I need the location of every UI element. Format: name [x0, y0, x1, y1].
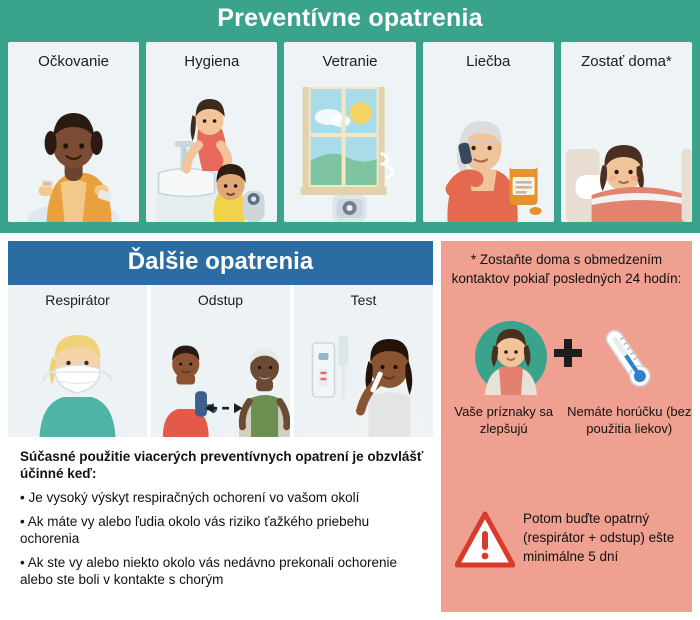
stay-home-footer-text: Potom buďte opatrný (respirátor + odstup) ešte minimálne 5 dní [523, 511, 675, 564]
stay-home-criteria-icons [441, 319, 692, 395]
open-window-air-purifier-illustration [284, 87, 415, 222]
measure-card-label: Očkovanie [38, 53, 110, 70]
measure-card-hygiene [146, 42, 277, 222]
additional-measures-panel [8, 241, 433, 612]
measure-card-label: Hygiena [184, 53, 240, 70]
plus-icon [554, 339, 582, 367]
preventive-measures-section [0, 0, 700, 233]
measure-card-test [294, 285, 433, 437]
thermometer-illustration [591, 321, 663, 393]
measure-card-respirator [8, 285, 147, 437]
measure-card-label: Liečba [466, 53, 511, 70]
measure-card-label: Respirátor [45, 292, 110, 308]
elderly-man-phone-medication-illustration [423, 87, 554, 222]
measure-card-label: Test [350, 292, 377, 308]
additional-measures-title: Ďalšie opatrenia [127, 248, 314, 275]
measure-card-distance [151, 285, 290, 437]
advice-item: • Ak máte vy alebo ľudia okolo vás riziko ťažkého priebehu ochorenia [20, 514, 370, 546]
measure-card-stay-home [561, 42, 692, 222]
stay-home-criteria-captions [441, 403, 692, 437]
measure-card-vaccination [8, 42, 139, 222]
handwashing-illustration [146, 87, 277, 222]
vaccinated-woman-illustration [8, 87, 139, 222]
additional-measures-card-list [8, 285, 433, 437]
person-wearing-respirator-illustration [8, 319, 147, 437]
advice-item: • Ak ste vy alebo niekto okolo vás nedávno prekonali ochorenie alebo ste boli v kontakte s chorým [20, 555, 397, 587]
measure-card-label: Zostať doma* [581, 53, 672, 70]
criteria-caption: Nemáte horúčku (bez použitia liekov) [567, 404, 692, 436]
advice-item: • Je vysoký výskyt respiračných ochorení vo vašom okolí [20, 490, 360, 505]
measure-card-label: Vetranie [322, 53, 378, 70]
additional-measures-header [8, 241, 433, 285]
warning-triangle-icon [455, 511, 515, 569]
preventive-measures-card-list [8, 42, 692, 222]
criteria-caption: Vaše príznaky sa zlepšujú [454, 404, 554, 436]
advice-block [20, 448, 428, 595]
measure-card-label: Odstup [197, 292, 244, 308]
improving-symptoms-person-illustration [475, 319, 547, 395]
measure-card-ventilation [284, 42, 415, 222]
measure-card-treatment [423, 42, 554, 222]
advice-heading: Súčasné použitie viacerých preventívnych opatrení je obzvlášť účinné keď: [20, 449, 424, 481]
social-distance-illustration [151, 319, 290, 437]
stay-home-footer [441, 493, 692, 603]
page-title: Preventívne opatrenia [217, 4, 483, 32]
stay-home-note-panel [441, 241, 692, 612]
lower-section [0, 241, 700, 620]
woman-in-bed-illustration [561, 87, 692, 222]
rapid-test-illustration [294, 319, 433, 437]
stay-home-note-text: * Zostaňte doma s obmedzením kontaktov pokiaľ posledných 24 hodín: [451, 252, 682, 286]
